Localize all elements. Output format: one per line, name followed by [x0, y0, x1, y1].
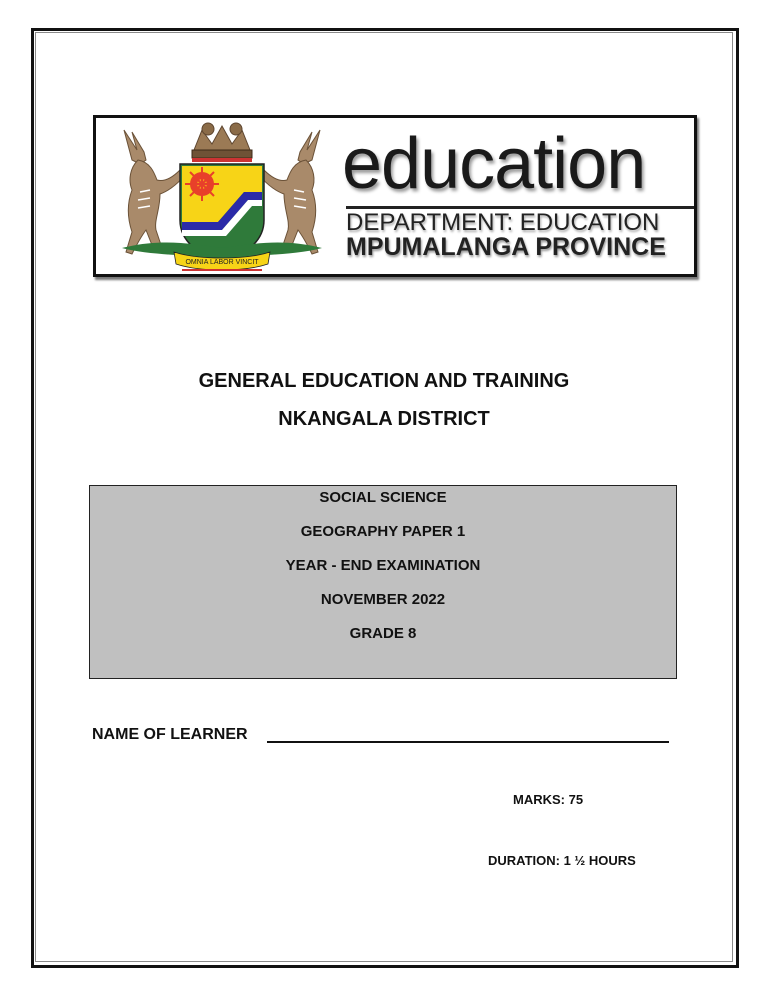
total-marks: MARKS: 75 — [513, 792, 584, 807]
info-exam-type: YEAR - END EXAMINATION — [285, 557, 481, 574]
info-paper: GEOGRAPHY PAPER 1 — [300, 523, 466, 540]
province-name: MPUMALANGA PROVINCE — [346, 233, 666, 261]
learner-name-label: NAME OF LEARNER — [92, 726, 248, 743]
info-date: NOVEMBER 2022 — [320, 591, 446, 608]
info-subject: SOCIAL SCIENCE — [319, 489, 447, 506]
learner-name-field[interactable] — [267, 741, 669, 743]
exam-duration: DURATION: 1 ½ HOURS — [488, 853, 636, 868]
exam-info-box — [89, 485, 677, 679]
heading-programme: GENERAL EDUCATION AND TRAINING — [198, 370, 570, 392]
heading-district: NKANGALA DISTRICT — [278, 408, 490, 430]
department-logo-banner — [93, 115, 697, 277]
coat-of-arms-icon — [102, 120, 342, 275]
department-name: DEPARTMENT: EDUCATION — [346, 209, 660, 236]
education-wordmark: education — [342, 124, 646, 204]
info-grade: GRADE 8 — [349, 625, 417, 642]
crest-motto: OMNIA LABOR VINCIT — [185, 259, 259, 266]
